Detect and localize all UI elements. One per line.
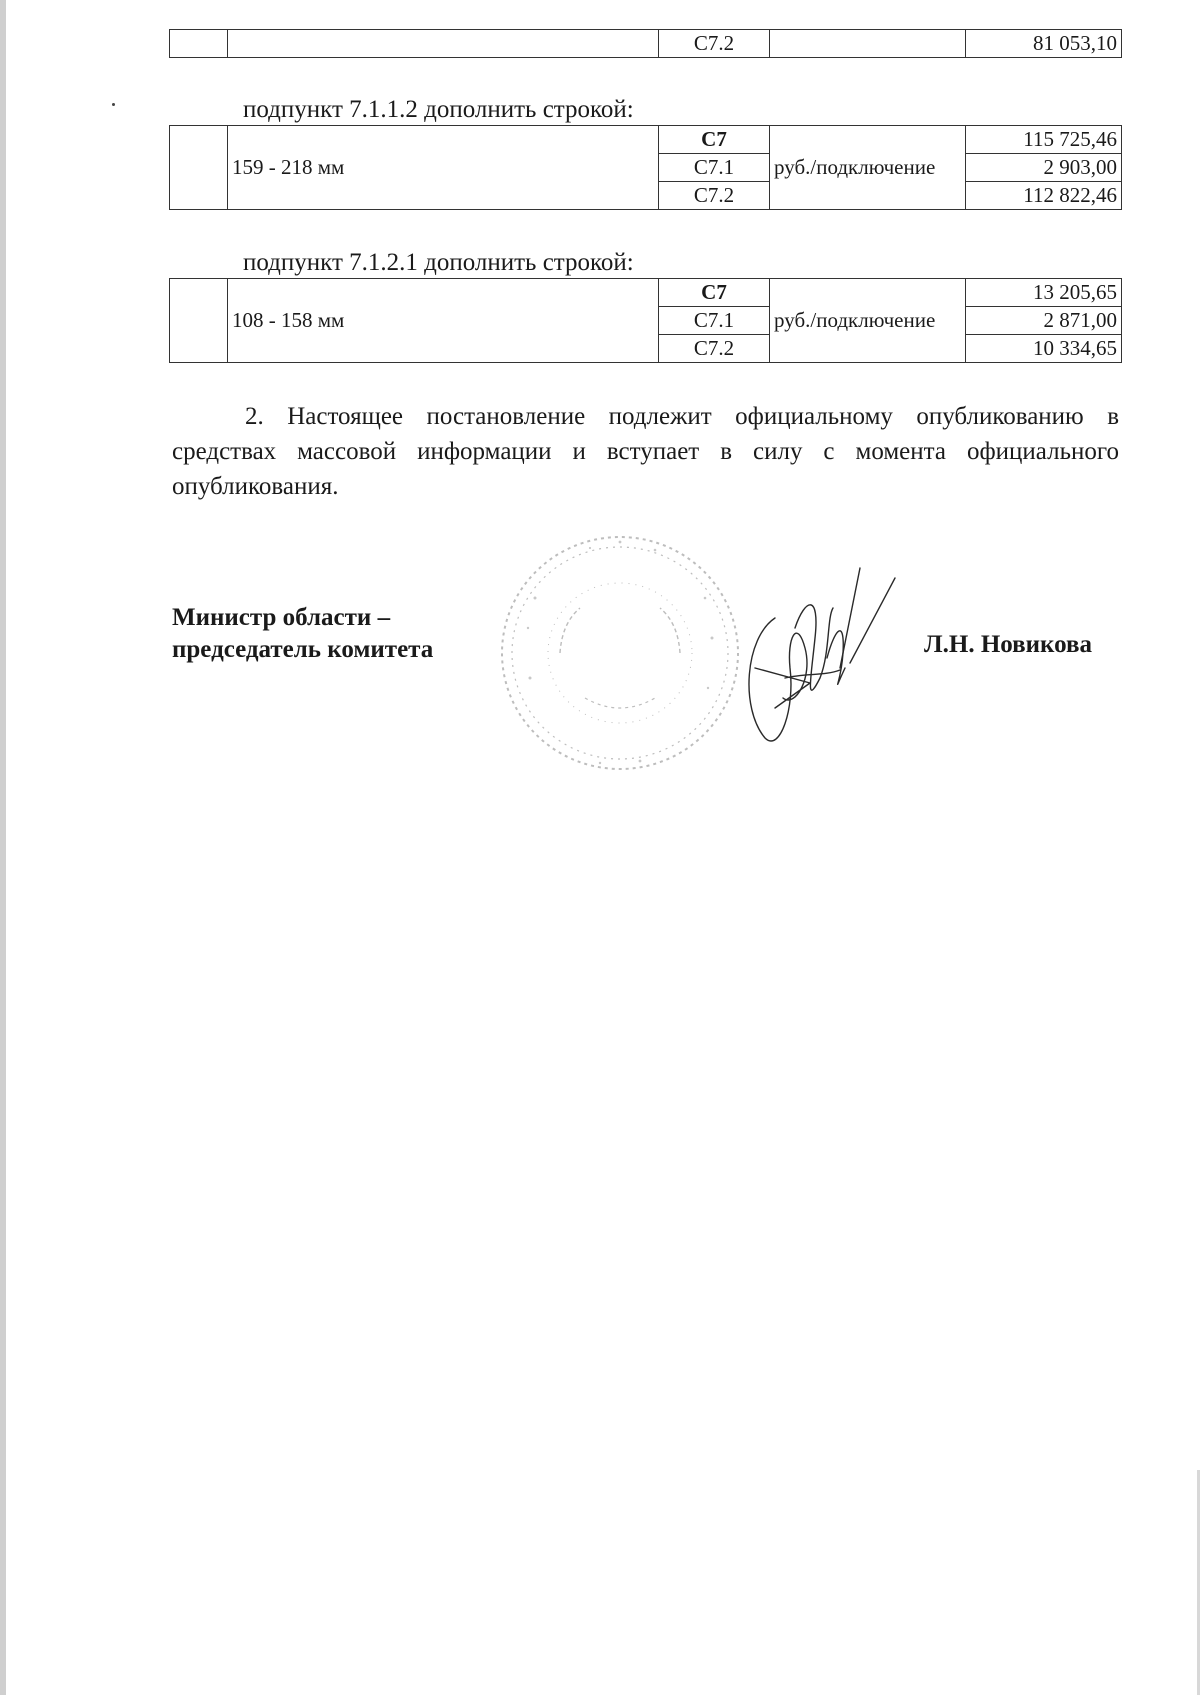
- table-cell-number: [170, 126, 228, 210]
- table-cell-value: 112 822,46: [966, 182, 1122, 210]
- table-cell-value: 81 053,10: [966, 30, 1122, 58]
- table-row: [170, 279, 1122, 307]
- official-seal: [490, 528, 750, 778]
- table-cell-code: С7: [659, 279, 770, 307]
- table-cell-number: [170, 279, 228, 363]
- signatory-title-line: Министр области –: [172, 604, 391, 631]
- table-cell-code: С7: [659, 126, 770, 154]
- table-cell-unit: руб./подключение: [770, 126, 966, 210]
- table-cell-unit: руб./подключение: [770, 279, 966, 363]
- scan-artifact-dot: [112, 103, 115, 106]
- tariff-table-amendment-2: [169, 278, 1122, 363]
- table-cell-number: [170, 30, 228, 58]
- amendment-heading: подпункт 7.1.1.2 дополнить строкой:: [243, 96, 634, 123]
- table-cell-size: 159 - 218 мм: [228, 126, 659, 210]
- amendment-heading: подпункт 7.1.2.1 дополнить строкой:: [243, 249, 634, 276]
- table-cell-unit: [770, 30, 966, 58]
- table-cell-value: 13 205,65: [966, 279, 1122, 307]
- table-cell-value: 115 725,46: [966, 126, 1122, 154]
- signatory-name: Л.Н. Новикова: [924, 631, 1093, 658]
- table-row: [170, 126, 1122, 154]
- tariff-table-amendment-1: [169, 125, 1122, 210]
- table-cell-value: 10 334,65: [966, 335, 1122, 363]
- signatory-title: [172, 602, 433, 666]
- table-cell-code: С7.2: [659, 335, 770, 363]
- table-cell-value: 2 871,00: [966, 307, 1122, 335]
- signatory-title-line: председатель комитета: [172, 636, 434, 663]
- table-cell-code: С7.1: [659, 154, 770, 182]
- scan-edge-left: [0, 0, 6, 1695]
- table-cell-code: С7.2: [659, 30, 770, 58]
- table-cell-code: С7.1: [659, 307, 770, 335]
- handwritten-signature: [735, 558, 900, 748]
- table-row: [170, 30, 1122, 58]
- table-cell-size: [228, 30, 659, 58]
- table-cell-value: 2 903,00: [966, 154, 1122, 182]
- tariff-table-continued: [169, 29, 1122, 58]
- closing-paragraph: 2. Настоящее постановление подлежит официальному опубликованию в средствах массовой информации и вступает в силу с момента официального опубликования.: [172, 403, 1119, 500]
- table-cell-code: С7.2: [659, 182, 770, 210]
- table-cell-size: 108 - 158 мм: [228, 279, 659, 363]
